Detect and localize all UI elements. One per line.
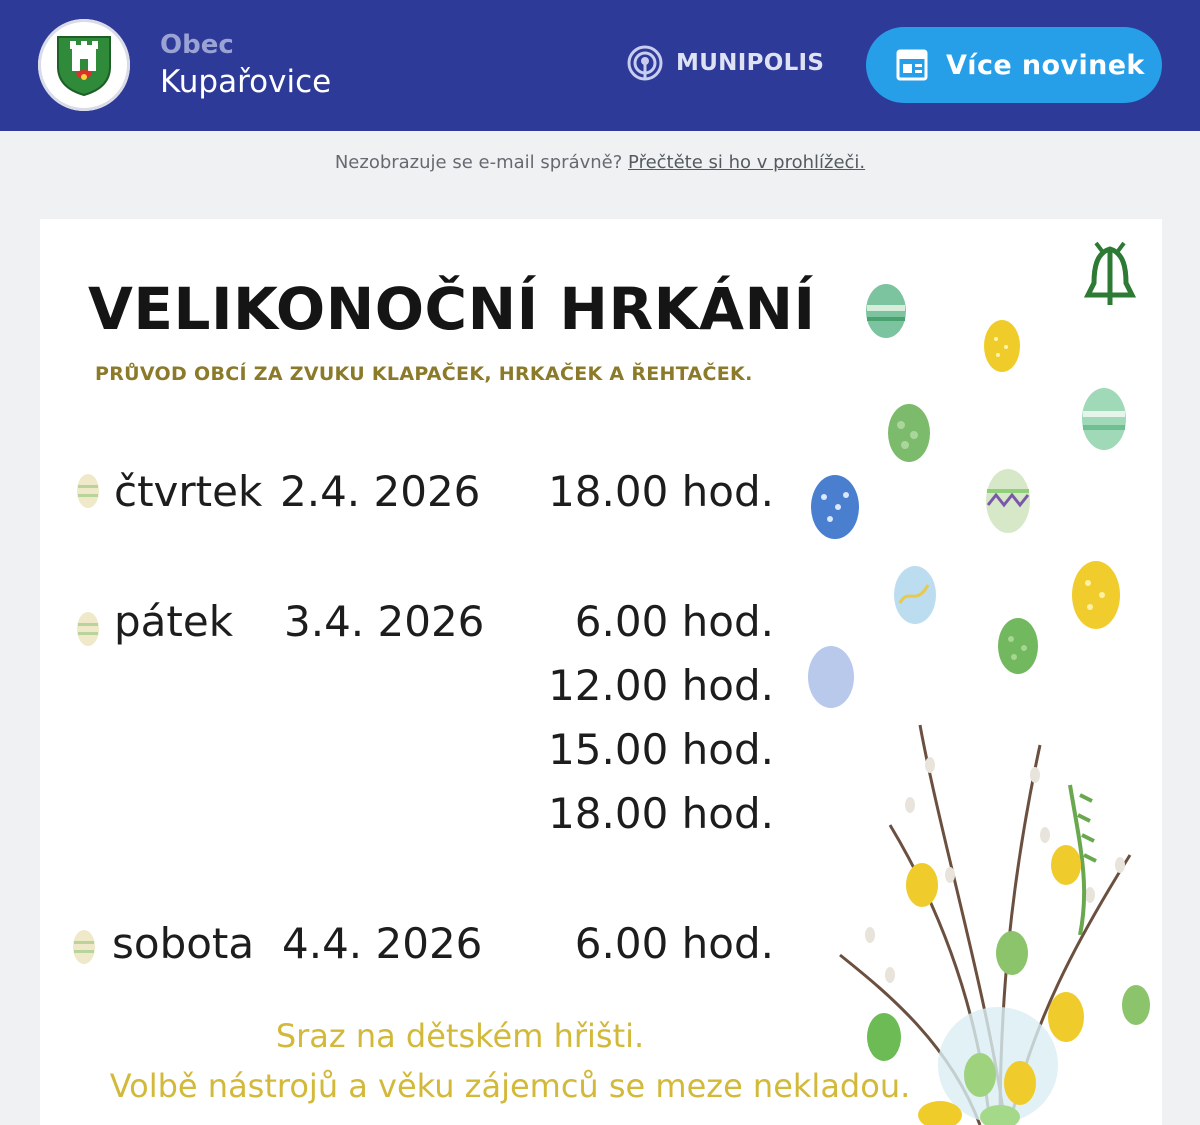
easter-egg-icon — [892, 563, 938, 625]
coat-of-arms-icon — [54, 33, 114, 97]
poster-subtitle: PRŮVOD OBCÍ ZA ZVUKU KLAPAČEK, HRKAČEK A ŘEHTAČEK. — [95, 363, 753, 385]
schedule-day: pátek — [114, 597, 234, 646]
brand-name: MUNIPOLIS — [676, 50, 825, 76]
schedule-date: 3.4. 2026 — [284, 597, 485, 646]
schedule-time: 6.00 hod. — [574, 597, 774, 646]
munipolis-brand[interactable] — [626, 44, 824, 82]
easter-egg-icon — [1080, 385, 1128, 451]
schedule-day: čtvrtek — [114, 467, 263, 516]
more-news-label: Více novinek — [946, 49, 1145, 81]
newspaper-icon — [896, 49, 928, 81]
poster-title: VELIKONOČNÍ HRKÁNÍ — [88, 275, 816, 343]
schedule-date: 4.4. 2026 — [282, 919, 483, 968]
willow-branches-with-eggs — [830, 705, 1162, 1125]
easter-egg-icon — [864, 281, 908, 339]
town-name: Kupařovice — [160, 64, 332, 100]
browser-view-notice — [0, 152, 1200, 173]
easter-egg-icon — [996, 615, 1040, 675]
broadcast-icon — [626, 44, 664, 82]
poster-note-meeting: Sraz na dětském hřišti. — [275, 1017, 645, 1055]
schedule-time: 18.00 hod. — [548, 789, 774, 838]
easter-egg-icon — [1070, 557, 1122, 631]
easter-egg-icon — [806, 643, 856, 709]
more-news-button[interactable] — [866, 27, 1162, 103]
easter-egg-icon — [808, 471, 862, 541]
schedule-time: 18.00 hod. — [548, 467, 774, 516]
easter-egg-icon — [984, 465, 1032, 535]
poster-note-instruments: Volbě nástrojů a věku zájemců se meze nekladou. — [109, 1067, 911, 1105]
schedule-time: 15.00 hod. — [548, 725, 774, 774]
schedule-time: 12.00 hod. — [548, 661, 774, 710]
easter-egg-icon — [76, 471, 100, 509]
easter-egg-icon — [886, 401, 932, 463]
header-bar — [0, 0, 1200, 131]
schedule-date: 2.4. 2026 — [280, 467, 481, 516]
easter-egg-icon — [76, 609, 100, 647]
easter-egg-icon — [982, 317, 1022, 373]
easter-egg-icon — [72, 927, 96, 965]
town-logo[interactable] — [38, 19, 130, 111]
browser-view-link[interactable]: Přečtěte si ho v prohlížeči. — [628, 152, 866, 173]
schedule-day: sobota — [112, 919, 255, 968]
schedule-time: 6.00 hod. — [574, 919, 774, 968]
bell-icon — [1084, 239, 1136, 309]
browser-view-question: Nezobrazuje se e-mail správně? — [334, 152, 623, 173]
newsletter-card — [40, 219, 1162, 1125]
town-prefix: Obec — [160, 30, 234, 60]
